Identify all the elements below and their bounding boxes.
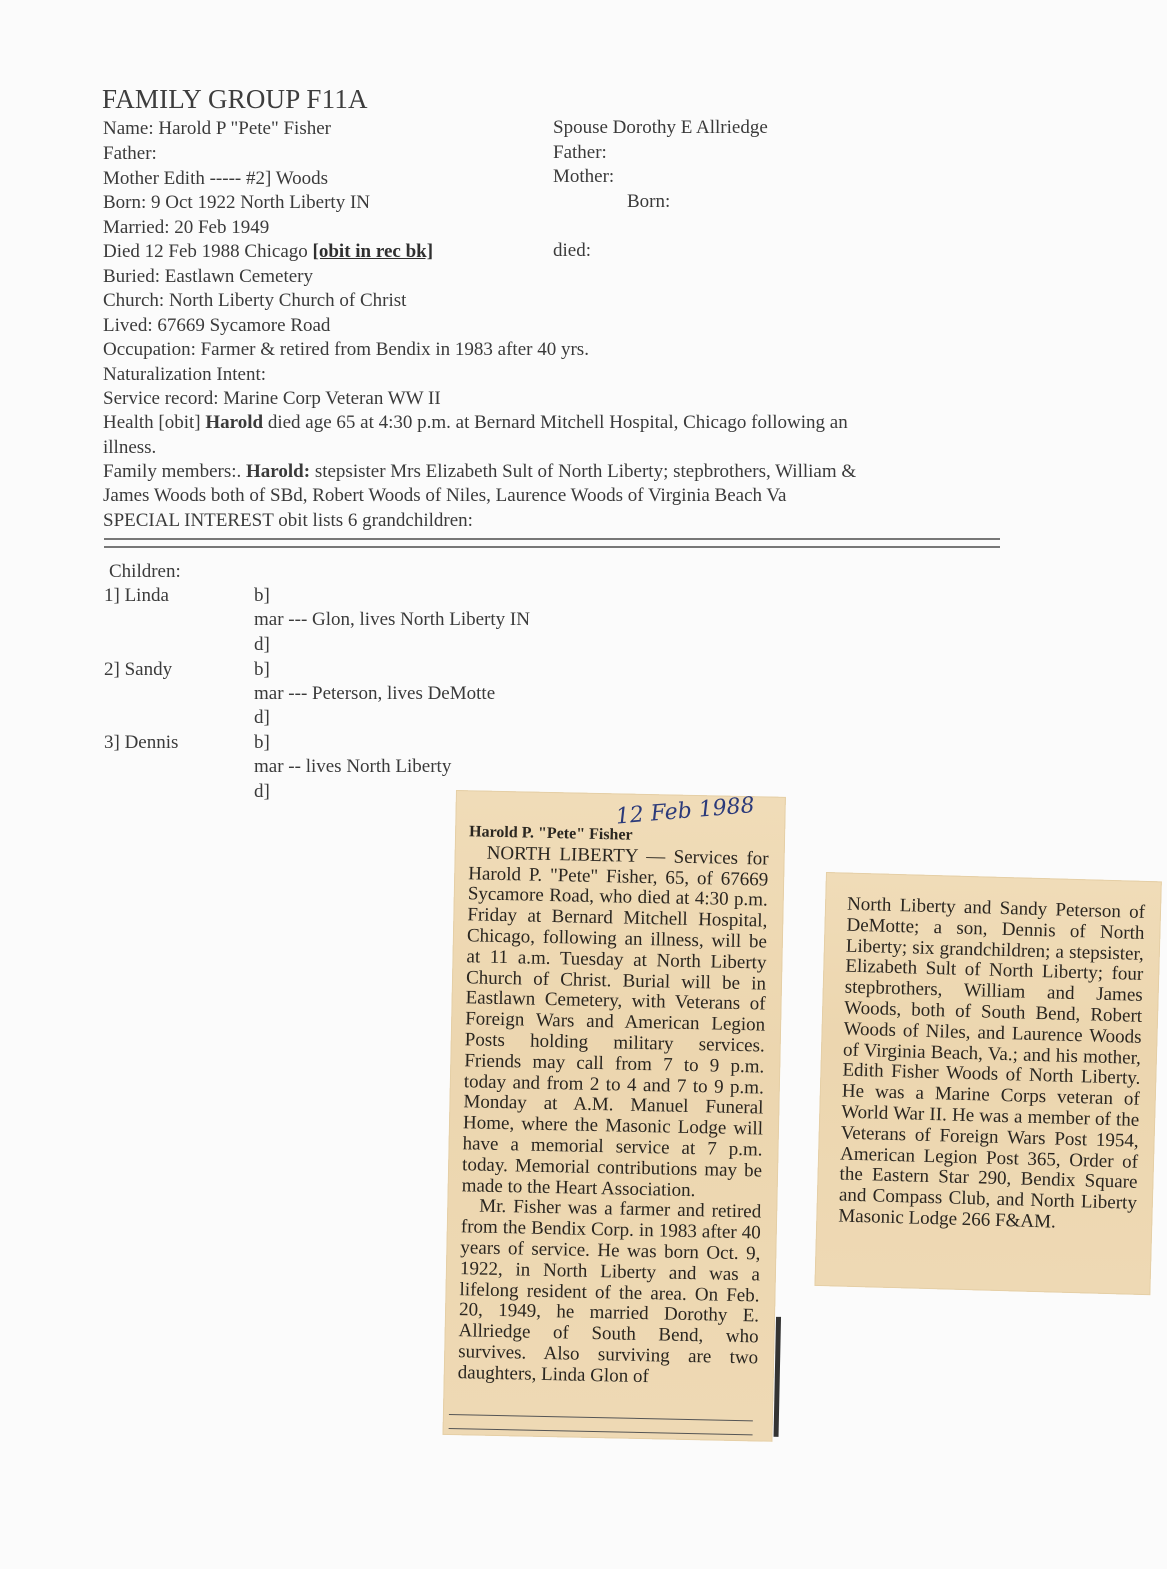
obituary-clipping-continued bbox=[814, 872, 1161, 1295]
child-born: b] bbox=[254, 732, 270, 753]
child-married: mar --- Glon, lives North Liberty IN bbox=[254, 609, 530, 630]
health-text: died age 65 at 4:30 p.m. at Bernard Mitchell Hospital, Chicago following an bbox=[263, 412, 848, 433]
page-title: FAMILY GROUP F11A bbox=[102, 84, 368, 114]
obit-link[interactable]: [obit in rec bk] bbox=[312, 241, 434, 262]
children-heading: Children: bbox=[109, 561, 181, 582]
spouse-field: Spouse Dorothy E Allriedge bbox=[553, 117, 768, 138]
child-died: d] bbox=[254, 707, 270, 728]
service-field: Service record: Marine Corp Veteran WW II bbox=[103, 388, 441, 409]
died-text: Died 12 Feb 1988 Chicago bbox=[103, 241, 313, 262]
buried-field: Buried: Eastlawn Cemetery bbox=[103, 266, 313, 287]
health-name: Harold bbox=[205, 412, 264, 433]
occupation-field: Occupation: Farmer & retired from Bendix in 1983 after 40 yrs. bbox=[103, 339, 589, 360]
child-died: d] bbox=[254, 634, 270, 655]
child-married: mar -- lives North Liberty bbox=[254, 756, 452, 777]
naturalization-field: Naturalization Intent: bbox=[103, 364, 267, 385]
obituary-clipping-main bbox=[442, 790, 785, 1442]
born-field: Born: 9 Oct 1922 North Liberty IN bbox=[103, 192, 371, 213]
child-born: b] bbox=[254, 659, 270, 680]
health-label: Health [obit] bbox=[103, 412, 206, 433]
child-name: 2] Sandy bbox=[104, 659, 173, 680]
child-married: mar --- Peterson, lives DeMotte bbox=[254, 683, 496, 704]
child-name: 1] Linda bbox=[104, 585, 169, 606]
obituary-headline: Harold P. "Pete" Fisher bbox=[468, 823, 633, 844]
spouse-died-field: died: bbox=[553, 240, 591, 261]
obituary-paragraph: NORTH LIBERTY — Services for Harold P. "Pete" Fisher, 65, of 67669 Sycamore Road, who died at 4:30 p.m. Friday at Bernard Mitchell Hospital, Chicago, following an illness, will be at 11 a.m. Tuesday at North Liberty Church of Christ. Burial will be in Eastlawn Cemetery, with Veterans of Foreign Wars and American Legion Posts holding military services. Friends may call from 7 to 9 p.m. today and from 2 to 4 and 7 to 9 p.m. Monday at A.M. Manuel Funeral Home, where the Masonic Lodge will have a memorial service at 7 p.m. today. Memorial contributions may be made to the Heart Association. bbox=[461, 842, 769, 1201]
name-field: Name: Harold P "Pete" Fisher bbox=[103, 118, 331, 139]
health-field-cont: illness. bbox=[103, 437, 157, 458]
mother-field: Mother Edith ----- #2] Woods bbox=[103, 168, 329, 189]
special-interest: SPECIAL INTEREST obit lists 6 grandchildren: bbox=[103, 510, 473, 531]
health-field bbox=[103, 411, 848, 435]
child-name: 3] Dennis bbox=[104, 732, 179, 753]
spouse-father-field: Father: bbox=[553, 142, 607, 163]
lived-field: Lived: 67669 Sycamore Road bbox=[103, 315, 331, 336]
clipping-rule bbox=[449, 1414, 753, 1421]
spouse-mother-field: Mother: bbox=[553, 166, 615, 187]
family-label: Family members:. bbox=[103, 461, 247, 482]
clipping-rule bbox=[449, 1428, 753, 1435]
handwritten-date: 12 Feb 1988 bbox=[614, 793, 756, 830]
died-field bbox=[103, 240, 433, 264]
family-name: Harold: bbox=[246, 461, 311, 482]
obituary-paragraph: North Liberty and Sandy Peterson of DeMotte; a son, Dennis of North Liberty; six grandchildren; a stepsister, Elizabeth Sult of North Liberty; four stepbrothers, William and James Woods, both of South Bend, Robert Woods of Niles, and Laurence Woods of Virginia Beach, Va.; and his mother, Edith Fisher Woods of North Liberty. He was a Marine Corps veteran of World War II. He was a member of the Veterans of Foreign Wars Post 1954, American Legion Post 365, Order of the Eastern Star 290, Bendix Square and Compass Club, and North Liberty Masonic Lodge 266 F&AM. bbox=[838, 893, 1146, 1233]
church-field: Church: North Liberty Church of Christ bbox=[103, 290, 407, 311]
family-field bbox=[103, 460, 856, 484]
child-died: d] bbox=[254, 781, 270, 802]
family-text: stepsister Mrs Elizabeth Sult of North Liberty; stepbrothers, William & bbox=[310, 461, 857, 482]
father-field: Father: bbox=[103, 143, 157, 164]
child-born: b] bbox=[254, 585, 270, 606]
obituary-paragraph: Mr. Fisher was a farmer and retired from the Bendix Corp. in 1983 after 40 years of service. He was born Oct. 9, 1922, in North Liberty and was a lifelong resident of the area. On Feb. 20, 1949, he married Dorothy E. Allriedge of South Bend, who survives. Also surviving are two daughters, Linda Glon of bbox=[457, 1195, 762, 1387]
family-field-cont: James Woods both of SBd, Robert Woods of Niles, Laurence Woods of Virginia Beach Va bbox=[103, 485, 787, 506]
spouse-born-field: Born: bbox=[627, 191, 671, 212]
married-field: Married: 20 Feb 1949 bbox=[103, 217, 270, 238]
clipping-shadow-edge bbox=[774, 1317, 782, 1437]
double-divider bbox=[104, 538, 1000, 548]
